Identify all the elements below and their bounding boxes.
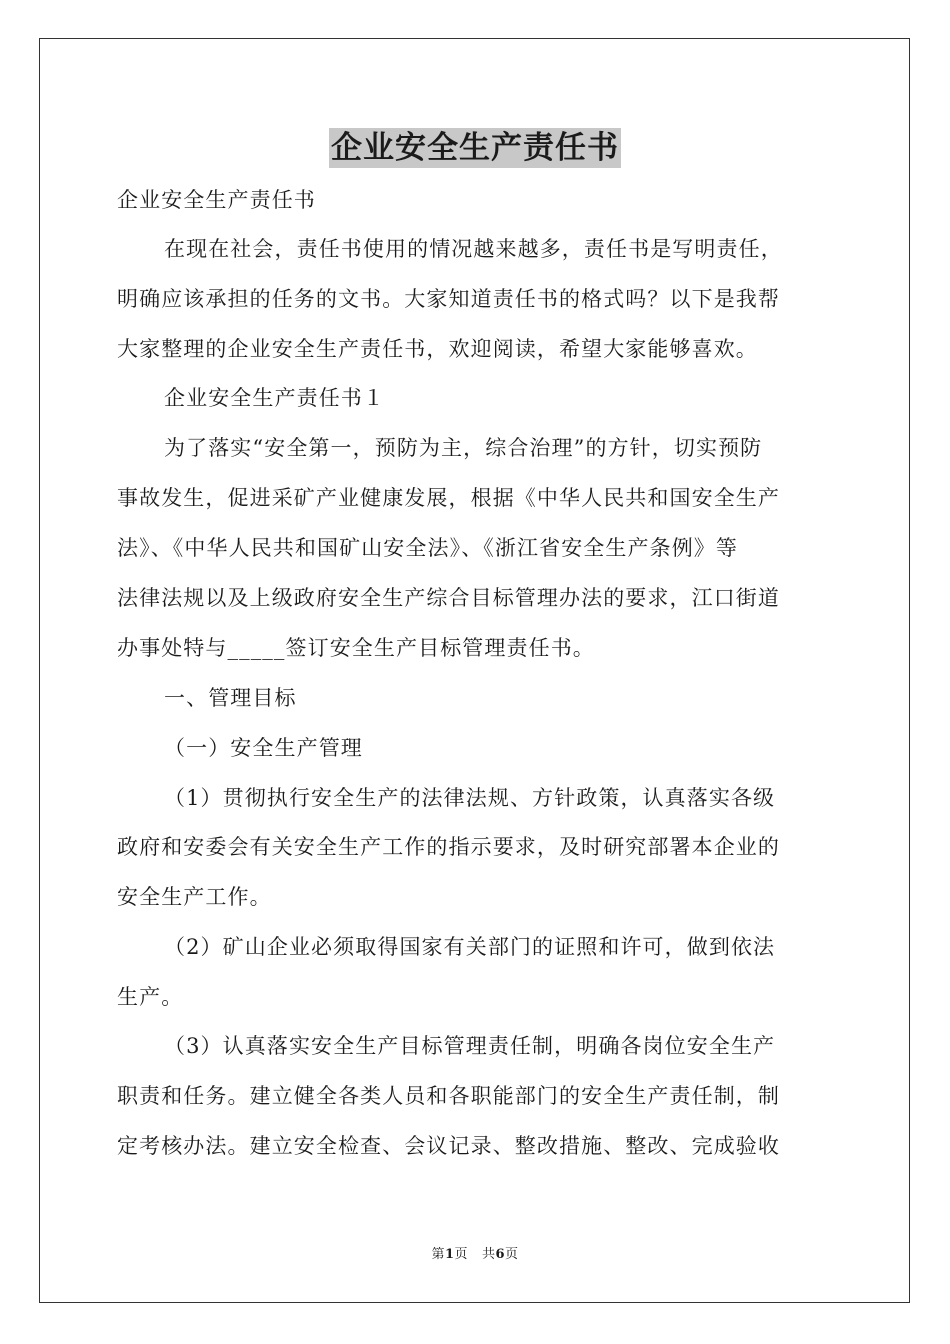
- subtitle-line: 企业安全生产责任书: [117, 188, 316, 212]
- text-line: 法》、《中华人民共和国矿山安全法》、《浙江省安全生产条例》等: [117, 536, 738, 560]
- text-line: 生产。: [117, 985, 184, 1009]
- section-heading: 企业安全生产责任书１: [164, 386, 385, 410]
- text-line: 法律法规以及上级政府安全生产综合目标管理办法的要求，江口街道: [117, 586, 780, 610]
- total-pages: 6: [495, 1247, 506, 1262]
- total-prefix: 共: [481, 1247, 496, 1262]
- text-line: （2）矿山企业必须取得国家有关部门的证照和许可，做到依法: [164, 935, 776, 959]
- text-line: （1）贯彻执行安全生产的法律法规、方针政策，认真落实各级: [164, 786, 776, 810]
- page-footer: [0, 1246, 950, 1264]
- text-line: 安全生产工作。: [117, 885, 272, 909]
- text-line: 事故发生，促进采矿产业健康发展，根据《中华人民共和国安全生产: [117, 486, 780, 510]
- page-border: [39, 38, 910, 1303]
- title-text: 企业安全生产责任书: [331, 130, 619, 166]
- page-number: 1: [444, 1247, 455, 1262]
- text-line: 大家整理的企业安全生产责任书，欢迎阅读，希望大家能够喜欢。: [117, 337, 758, 361]
- text-line: 明确应该承担的任务的文书。大家知道责任书的格式吗？以下是我帮: [117, 287, 780, 311]
- document-title: [117, 128, 833, 168]
- text-line: 在现在社会，责任书使用的情况越来越多，责任书是写明责任，: [164, 237, 783, 261]
- text-line: 职责和任务。建立健全各类人员和各职能部门的安全生产责任制，制: [117, 1084, 780, 1108]
- total-suffix: 页: [505, 1247, 519, 1262]
- text-line: （3）认真落实安全生产目标管理责任制，明确各岗位安全生产: [164, 1034, 776, 1058]
- text-line: 办事处特与_____签订安全生产目标管理责任书。: [117, 636, 595, 660]
- page-suffix: 页: [454, 1247, 469, 1262]
- page-prefix: 第: [431, 1247, 445, 1262]
- subsection-heading: （一）安全生产管理: [164, 736, 363, 760]
- text-line: 为了落实“安全第一，预防为主，综合治理”的方针，切实预防: [164, 436, 763, 460]
- section-heading: 一、管理目标: [164, 686, 297, 710]
- text-line: 定考核办法。建立安全检查、会议记录、整改措施、整改、完成验收: [117, 1134, 780, 1158]
- text-line: 政府和安委会有关安全生产工作的指示要求，及时研究部署本企业的: [117, 835, 780, 859]
